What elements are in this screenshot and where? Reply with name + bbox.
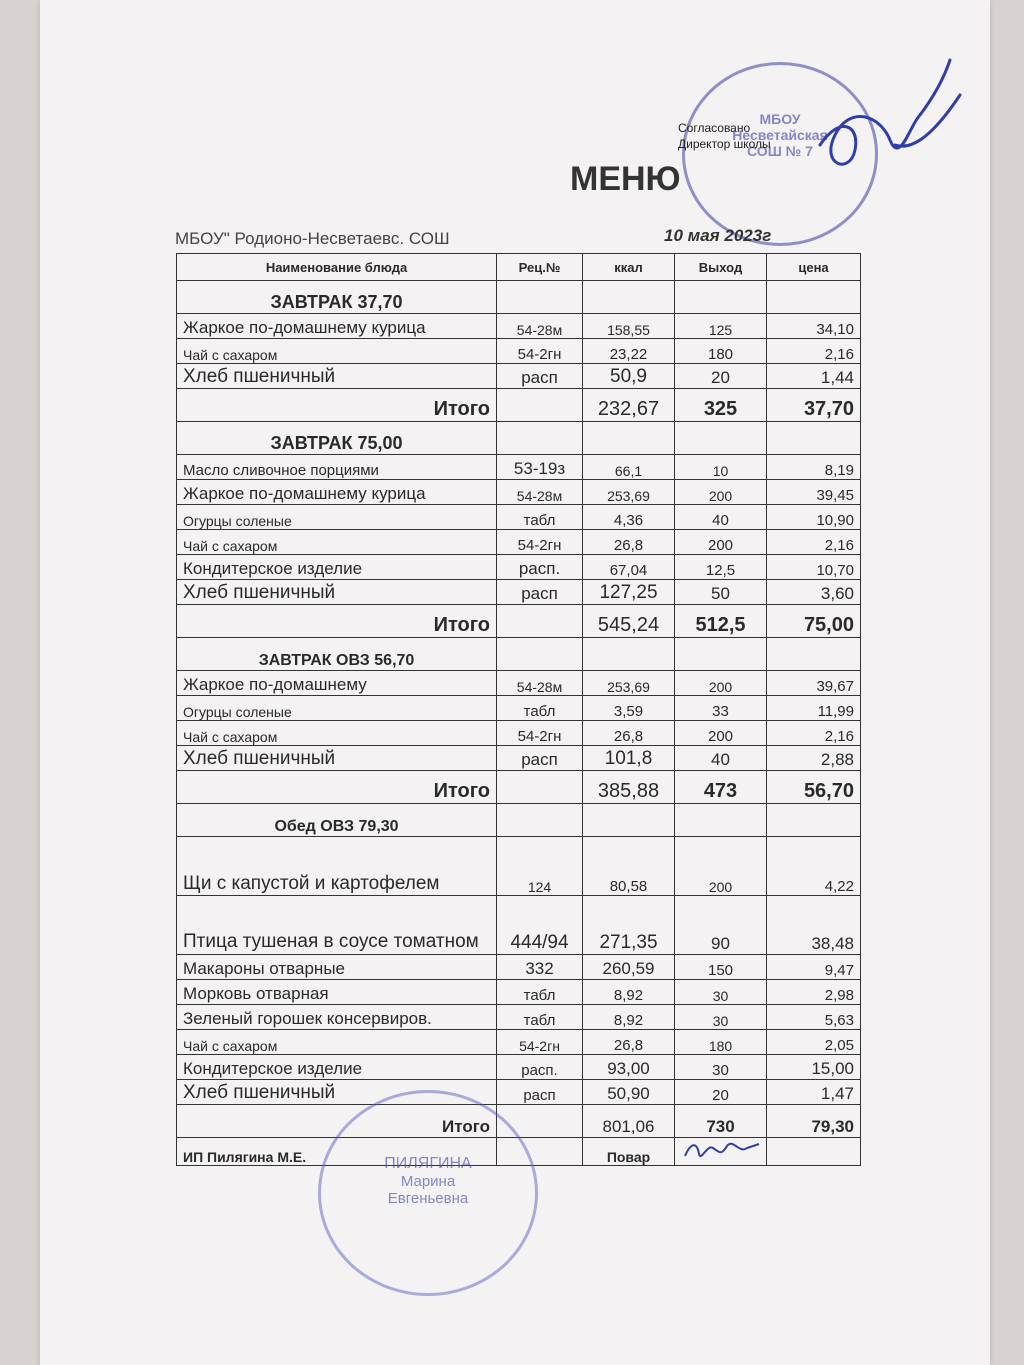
dish-recipe: расп. — [497, 1055, 583, 1080]
dish-name: Кондитерское изделие — [177, 1055, 497, 1080]
dish-yield: 50 — [675, 580, 767, 605]
contractor-stamp — [318, 1090, 538, 1296]
table-row — [177, 671, 861, 696]
dish-kcal: 271,35 — [583, 896, 675, 955]
dish-kcal: 4,36 — [583, 505, 675, 530]
dish-recipe: 444/94 — [497, 896, 583, 955]
dish-name: Щи с капустой и картофелем — [177, 837, 497, 896]
dish-name: Кондитерское изделие — [177, 555, 497, 580]
header-name: Наименование блюда — [177, 254, 497, 281]
table-row — [177, 339, 861, 364]
total-label: Итого — [177, 771, 497, 804]
total-yield: 325 — [675, 389, 767, 422]
dish-kcal: 67,04 — [583, 555, 675, 580]
total-label: Итого — [177, 1105, 497, 1138]
dish-kcal: 93,00 — [583, 1055, 675, 1080]
dish-yield: 20 — [675, 1080, 767, 1105]
dish-kcal: 253,69 — [583, 671, 675, 696]
menu-date: 10 мая 2023г — [664, 226, 772, 245]
section-title-row — [177, 422, 861, 455]
dish-recipe: расп — [497, 746, 583, 771]
dish-recipe: расп — [497, 580, 583, 605]
dish-yield: 200 — [675, 721, 767, 746]
dish-yield: 30 — [675, 1005, 767, 1030]
dish-price: 5,63 — [767, 1005, 861, 1030]
total-price: 79,30 — [767, 1105, 861, 1138]
dish-recipe: расп — [497, 364, 583, 389]
dish-kcal: 260,59 — [583, 955, 675, 980]
dish-price: 2,16 — [767, 339, 861, 364]
dish-yield: 20 — [675, 364, 767, 389]
approval-line1: Согласовано — [678, 121, 751, 135]
dish-kcal: 101,8 — [583, 746, 675, 771]
dish-yield: 30 — [675, 1055, 767, 1080]
dish-price: 15,00 — [767, 1055, 861, 1080]
dish-price: 11,99 — [767, 696, 861, 721]
school-stamp-line1: МБОУ — [759, 111, 801, 127]
dish-price: 10,90 — [767, 505, 861, 530]
table-row — [177, 1005, 861, 1030]
dish-name: Огурцы соленые — [177, 696, 497, 721]
dish-recipe: 54-28м — [497, 314, 583, 339]
table-row — [177, 696, 861, 721]
cook-signature-cell — [675, 1138, 767, 1166]
dish-kcal: 253,69 — [583, 480, 675, 505]
table-row — [177, 1030, 861, 1055]
total-kcal: 232,67 — [583, 389, 675, 422]
cook-signature — [681, 1138, 761, 1162]
dish-recipe: табл — [497, 505, 583, 530]
dish-name: Огурцы соленые — [177, 505, 497, 530]
total-price: 37,70 — [767, 389, 861, 422]
total-kcal: 545,24 — [583, 605, 675, 638]
section-title: ЗАВТРАК ОВЗ 56,70 — [177, 638, 497, 671]
dish-price: 2,88 — [767, 746, 861, 771]
dish-name: Хлеб пшеничный — [177, 1080, 497, 1105]
dish-yield: 33 — [675, 696, 767, 721]
dish-name: Чай с сахаром — [177, 1030, 497, 1055]
dish-kcal: 3,59 — [583, 696, 675, 721]
dish-price: 2,16 — [767, 721, 861, 746]
total-row — [177, 605, 861, 638]
page-title: МЕНЮ — [570, 160, 681, 198]
dish-price: 38,48 — [767, 896, 861, 955]
table-row — [177, 980, 861, 1005]
dish-price: 39,67 — [767, 671, 861, 696]
total-yield: 473 — [675, 771, 767, 804]
dish-kcal: 26,8 — [583, 1030, 675, 1055]
section-title-row — [177, 638, 861, 671]
table-row — [177, 314, 861, 339]
total-label: Итого — [177, 389, 497, 422]
table-row — [177, 555, 861, 580]
dish-recipe: 54-28м — [497, 480, 583, 505]
table-row — [177, 1055, 861, 1080]
dish-kcal: 26,8 — [583, 721, 675, 746]
dish-kcal: 127,25 — [583, 580, 675, 605]
total-price: 56,70 — [767, 771, 861, 804]
dish-kcal: 23,22 — [583, 339, 675, 364]
dish-name: Птица тушеная в соусе томатном — [177, 896, 497, 955]
dish-price: 39,45 — [767, 480, 861, 505]
director-signature — [800, 55, 970, 195]
dish-recipe: 53-19з — [497, 455, 583, 480]
approval-block — [678, 120, 771, 152]
dish-name: Чай с сахаром — [177, 339, 497, 364]
dish-name: Жаркое по-домашнему курица — [177, 480, 497, 505]
dish-recipe: табл — [497, 696, 583, 721]
school-name: МБОУ" Родионо-Несветаевс. СОШ — [175, 229, 450, 248]
header-price: цена — [767, 254, 861, 281]
table-row — [177, 896, 861, 955]
table-row — [177, 1080, 861, 1105]
dish-yield: 180 — [675, 1030, 767, 1055]
dish-kcal: 26,8 — [583, 530, 675, 555]
table-row — [177, 530, 861, 555]
total-row — [177, 1105, 861, 1138]
dish-yield: 40 — [675, 746, 767, 771]
dish-price: 34,10 — [767, 314, 861, 339]
section-title: ЗАВТРАК 37,70 — [177, 281, 497, 314]
dish-yield: 90 — [675, 896, 767, 955]
dish-yield: 200 — [675, 837, 767, 896]
dish-recipe: 54-2гн — [497, 339, 583, 364]
dish-kcal: 66,1 — [583, 455, 675, 480]
dish-price: 1,47 — [767, 1080, 861, 1105]
section-title-row — [177, 281, 861, 314]
table-row — [177, 505, 861, 530]
dish-yield: 200 — [675, 480, 767, 505]
school-stamp-line3: СОШ № 7 — [747, 143, 813, 159]
dish-name: Хлеб пшеничный — [177, 364, 497, 389]
total-kcal: 385,88 — [583, 771, 675, 804]
dish-name: Жаркое по-домашнему курица — [177, 314, 497, 339]
dish-name: Масло сливочное порциями — [177, 455, 497, 480]
total-yield: 512,5 — [675, 605, 767, 638]
total-row — [177, 771, 861, 804]
contractor-stamp-line2: Марина — [400, 1173, 456, 1190]
table-row — [177, 721, 861, 746]
table-row — [177, 580, 861, 605]
dish-name: Чай с сахаром — [177, 530, 497, 555]
dish-yield: 200 — [675, 530, 767, 555]
dish-kcal: 8,92 — [583, 1005, 675, 1030]
section-title-row — [177, 804, 861, 837]
header-yield: Выход — [675, 254, 767, 281]
table-row — [177, 955, 861, 980]
dish-kcal: 8,92 — [583, 980, 675, 1005]
dish-price: 8,19 — [767, 455, 861, 480]
dish-recipe: 54-2гн — [497, 721, 583, 746]
dish-price: 2,98 — [767, 980, 861, 1005]
contractor-stamp-line1: ПИЛЯГИНА — [384, 1155, 472, 1172]
dish-yield: 125 — [675, 314, 767, 339]
dish-recipe: табл — [497, 980, 583, 1005]
dish-recipe: 124 — [497, 837, 583, 896]
dish-recipe: табл — [497, 1005, 583, 1030]
dish-yield: 180 — [675, 339, 767, 364]
approval-line2: Директор школы — [678, 137, 771, 151]
table-row — [177, 480, 861, 505]
dish-price: 10,70 — [767, 555, 861, 580]
dish-name: Макароны отварные — [177, 955, 497, 980]
dish-price: 1,44 — [767, 364, 861, 389]
dish-recipe: 54-2гн — [497, 1030, 583, 1055]
dish-yield: 150 — [675, 955, 767, 980]
dish-name: Хлеб пшеничный — [177, 746, 497, 771]
table-row — [177, 455, 861, 480]
menu-table — [176, 253, 861, 1166]
total-row — [177, 389, 861, 422]
dish-recipe: расп. — [497, 555, 583, 580]
total-yield: 730 — [675, 1105, 767, 1138]
dish-yield: 40 — [675, 505, 767, 530]
header-recipe: Рец.№ — [497, 254, 583, 281]
cook-label: Повар — [583, 1138, 675, 1166]
section-title: Обед ОВЗ 79,30 — [177, 804, 497, 837]
dish-kcal: 80,58 — [583, 837, 675, 896]
total-price: 75,00 — [767, 605, 861, 638]
school-stamp-line2: Несветайская — [732, 127, 828, 143]
dish-yield: 200 — [675, 671, 767, 696]
section-title: ЗАВТРАК 75,00 — [177, 422, 497, 455]
dish-recipe: 54-2гн — [497, 530, 583, 555]
dish-price: 3,60 — [767, 580, 861, 605]
dish-name: Жаркое по-домашнему — [177, 671, 497, 696]
table-row — [177, 746, 861, 771]
total-label: Итого — [177, 605, 497, 638]
dish-name: Морковь отварная — [177, 980, 497, 1005]
table-row — [177, 364, 861, 389]
total-kcal: 801,06 — [583, 1105, 675, 1138]
table-row — [177, 837, 861, 896]
dish-recipe: 54-28м — [497, 671, 583, 696]
dish-price: 4,22 — [767, 837, 861, 896]
header-kcal: ккал — [583, 254, 675, 281]
dish-recipe: 332 — [497, 955, 583, 980]
dish-name: Зеленый горошек консервиров. — [177, 1005, 497, 1030]
dish-price: 9,47 — [767, 955, 861, 980]
dish-name: Хлеб пшеничный — [177, 580, 497, 605]
dish-recipe: расп — [497, 1080, 583, 1105]
dish-price: 2,16 — [767, 530, 861, 555]
dish-kcal: 50,90 — [583, 1080, 675, 1105]
dish-price: 2,05 — [767, 1030, 861, 1055]
dish-kcal: 50,9 — [583, 364, 675, 389]
dish-yield: 12,5 — [675, 555, 767, 580]
table-header — [177, 254, 861, 281]
contractor-name: ИП Пилягина М.Е. — [177, 1138, 497, 1166]
dish-name: Чай с сахаром — [177, 721, 497, 746]
dish-yield: 10 — [675, 455, 767, 480]
dish-kcal: 158,55 — [583, 314, 675, 339]
dish-yield: 30 — [675, 980, 767, 1005]
contractor-stamp-line3: Евгеньевна — [387, 1190, 469, 1207]
